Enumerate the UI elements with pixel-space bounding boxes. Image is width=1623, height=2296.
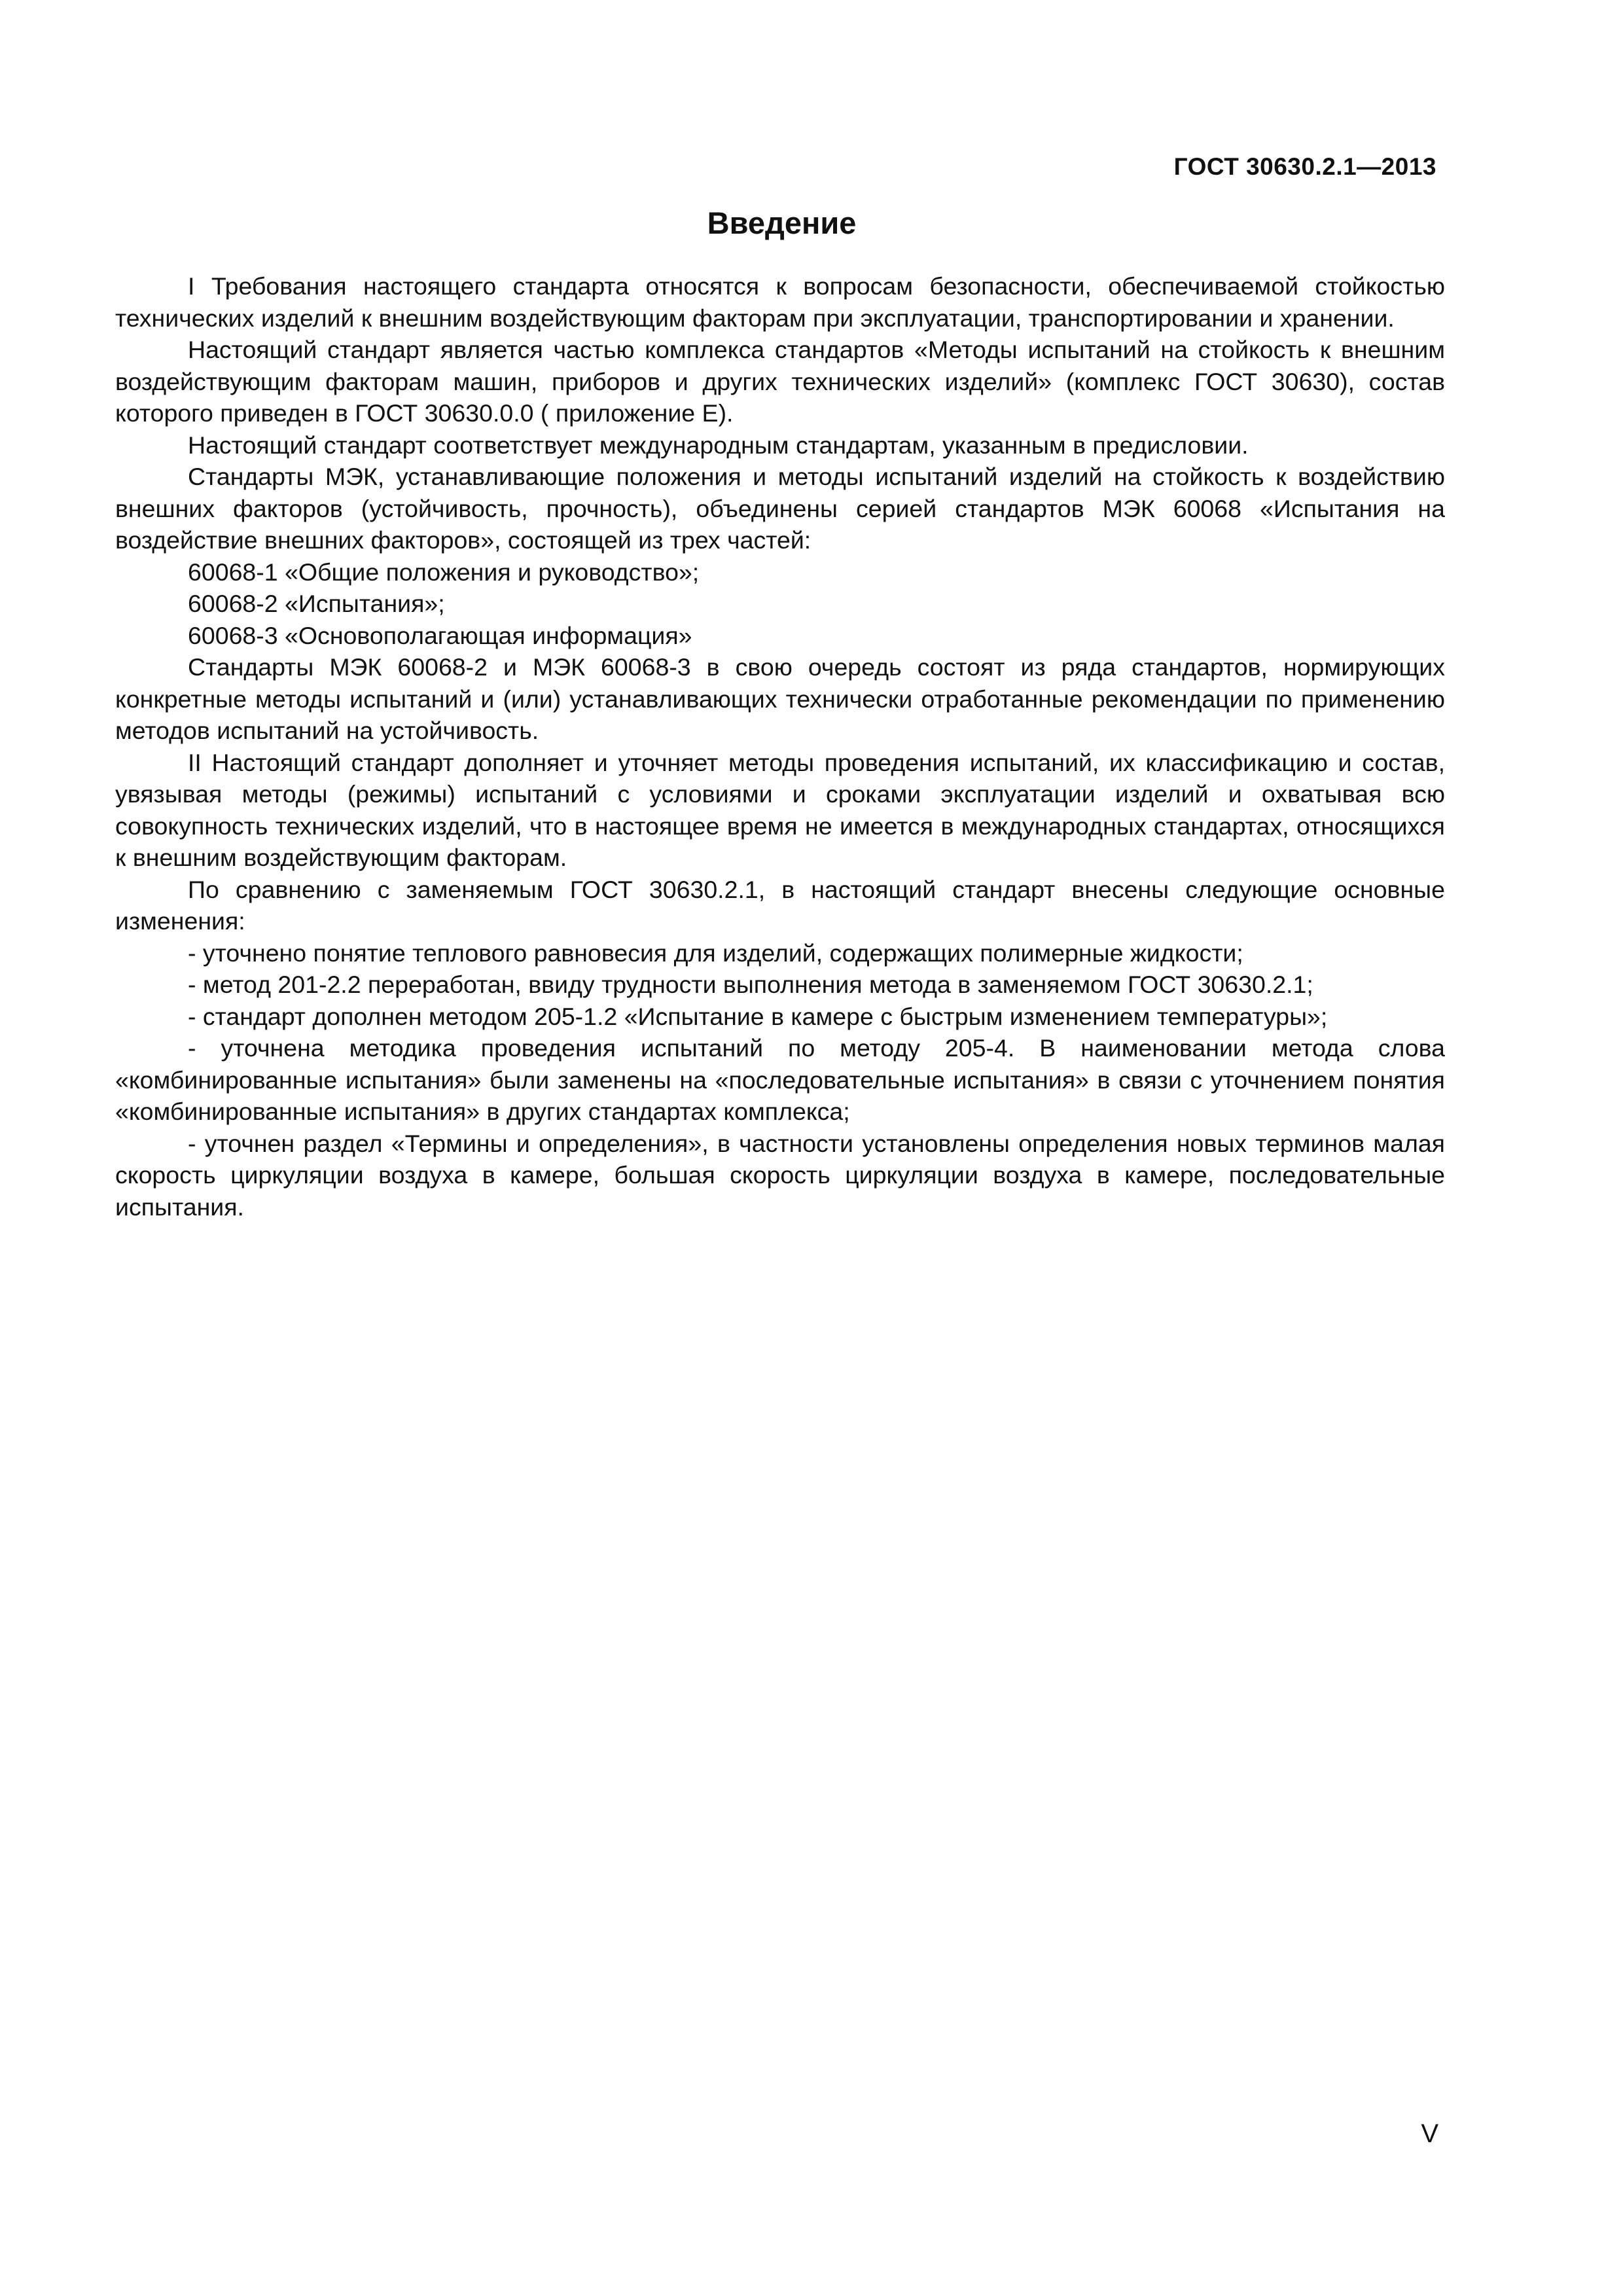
introduction-body xyxy=(115,270,1445,1223)
page-number: V xyxy=(1421,2119,1438,2148)
paragraph-scope: I Требования настоящего стандарта относятся к вопросам безопасности, обеспечиваемой стойкостью технических изделий к внешним воздействующим факторам при эксплуатации, транспортировании и хранении. xyxy=(115,272,1445,332)
paragraph-iec-part-1: 60068-1 «Общие положения и руководство»; xyxy=(188,558,700,586)
list-item-change: - метод 201-2.2 переработан, ввиду трудности выполнения метода в заменяемом ГОСТ 30630.2.1; xyxy=(188,971,1313,998)
paragraph-conformity: Настоящий стандарт соответствует международным стандартам, указанным в предисловии. xyxy=(188,431,1249,459)
section-title: Введение xyxy=(707,206,857,240)
paragraph-complex: Настоящий стандарт является частью комплекса стандартов «Методы испытаний на стойкость к внешним воздействующим факторам машин, приборов и других технических изделий» (комплекс ГОСТ 30630), состав которого приведен в ГОСТ 30630.0.0 ( приложение Е). xyxy=(115,336,1445,427)
list-item-change: - стандарт дополнен методом 205-1.2 «Испытание в камере с быстрым изменением температуры»; xyxy=(188,1002,1328,1030)
list-item-change: - уточнено понятие теплового равновесия для изделий, содержащих полимерные жидкости; xyxy=(188,939,1243,967)
paragraph-iec-series: Стандарты МЭК, устанавливающие положения и методы испытаний изделий на стойкость к воздействию внешних факторов (устойчивость, прочность), объединены серией стандартов МЭК 60068 «Испытания на воздействие внешних факторов», состоящей из трех частей: xyxy=(115,463,1445,554)
list-item-change: - уточнена методика проведения испытаний по методу 205-4. В наименовании метода слова «комбинированные испытания» были заменены на «последовательные испытания» в связи с уточнением понятия «комбинированные испытания» в других стандартах комплекса; xyxy=(115,1034,1445,1125)
paragraph-supplement: II Настоящий стандарт дополняет и уточняет методы проведения испытаний, их классификацию и состав, увязывая методы (режимы) испытаний с условиями и сроками эксплуатации изделий и охватывая всю совокупность технических изделий, что в настоящее время не имеется в международных стандартах, относящихся к внешним воздействующим факторам. xyxy=(115,748,1445,871)
paragraph-changes-intro: По сравнению с заменяемым ГОСТ 30630.2.1, в настоящий стандарт внесены следующие основные изменения: xyxy=(115,875,1445,935)
document-designation: ГОСТ 30630.2.1—2013 xyxy=(1173,153,1436,180)
paragraph-iec-part-2: 60068-2 «Испытания»; xyxy=(188,590,445,617)
paragraph-iec-structure: Стандарты МЭК 60068-2 и МЭК 60068-3 в свою очередь состоят из ряда стандартов, нормирующих конкретные методы испытаний и (или) устанавливающих технически отработанные рекомендации по применению методов испытаний на устойчивость. xyxy=(115,653,1445,744)
paragraph-iec-part-3: 60068-3 «Основополагающая информация» xyxy=(188,621,692,649)
list-item-change: - уточнен раздел «Термины и определения», в частности установлены определения новых терминов малая скорость циркуляции воздуха в камере, большая скорость циркуляции воздуха в камере, последовательные испытания. xyxy=(115,1129,1445,1221)
